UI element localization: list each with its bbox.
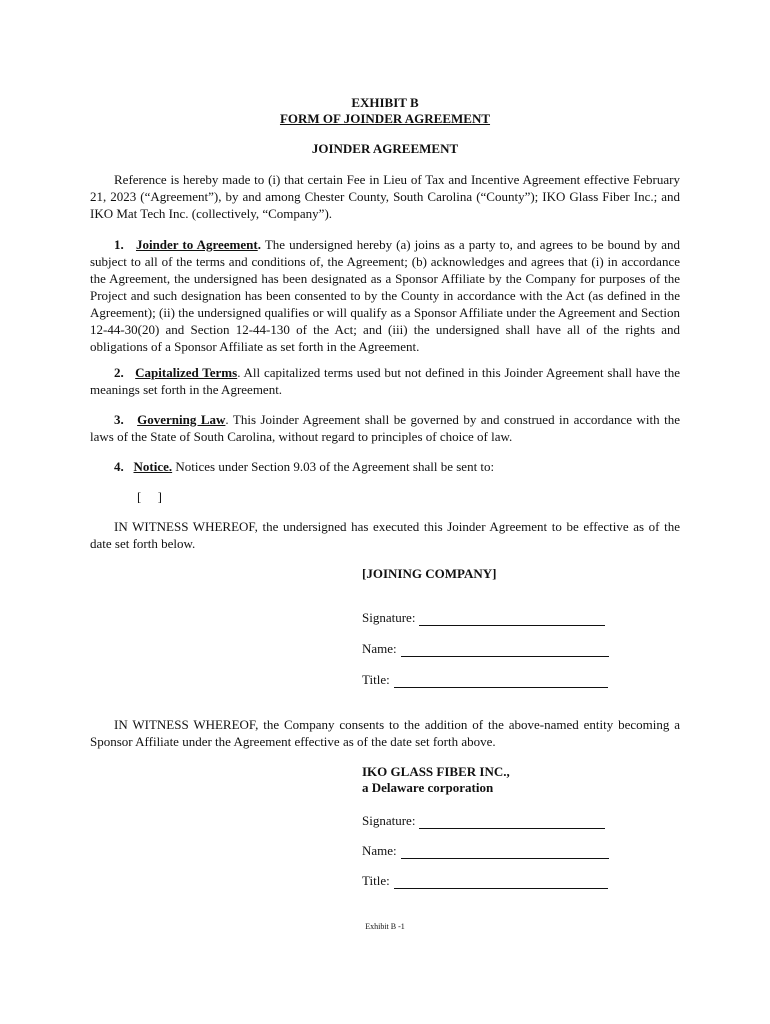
exhibit-label: EXHIBIT B (351, 95, 419, 110)
page-footer: Exhibit B -1 (365, 922, 405, 931)
title-line-2 (394, 874, 608, 889)
section-3-text: This Joinder Agreement shall be governed by and construed in accordance with the laws of the State of South Carolina, without regard to principles of choice of law. (90, 412, 680, 444)
section-4-heading: Notice. (133, 459, 173, 474)
company-name: IKO GLASS FIBER INC., (362, 764, 510, 779)
section-2-text: All capitalized terms used but not defined in this Joinder Agreement shall have the meanings set forth in the Agreement. (90, 365, 680, 397)
section-1-punct: . (257, 237, 261, 252)
section-3-num: 3. (114, 412, 124, 427)
title-label-1: Title: (362, 672, 390, 687)
section-4-num: 4. (114, 459, 124, 474)
name-line-2 (401, 844, 609, 859)
title-line-1 (394, 673, 608, 688)
intro-paragraph: Reference is hereby made to (i) that certain Fee in Lieu of Tax and Incentive Agreement effective February 21, 2023 (“Agreement”), by and among Chester County, South Carolina (“County”); IKO Glass Fiber Inc.; and IKO Mat Tech Inc. (collectively, “Company”). (90, 172, 680, 221)
signature-line-2 (419, 814, 605, 829)
title-label-2: Title: (362, 873, 390, 888)
name-line-1 (401, 642, 609, 657)
section-1 (90, 236, 680, 355)
notice-address-placeholder: [ ] (137, 489, 162, 504)
form-title: FORM OF JOINDER AGREEMENT (279, 111, 491, 126)
witness-paragraph-1: IN WITNESS WHEREOF, the undersigned has executed this Joinder Agreement to be effective as of the date set forth below. (90, 519, 680, 551)
name-row-2 (362, 843, 609, 859)
agreement-title: JOINDER AGREEMENT (311, 141, 459, 156)
signature-label-1: Signature: (362, 610, 416, 625)
witness-paragraph-2: IN WITNESS WHEREOF, the Company consents to the addition of the above-named entity becoming a Sponsor Affiliate under the Agreement effective as of the date set forth above. (90, 717, 680, 749)
joining-company-label: [JOINING COMPANY] (362, 566, 497, 581)
section-1-num: 1. (114, 237, 124, 252)
name-label-2: Name: (362, 843, 397, 858)
section-2-punct: . (237, 365, 241, 380)
title-row-1 (362, 672, 608, 688)
section-2-heading: Capitalized Terms (135, 365, 238, 380)
signature-row-1 (362, 610, 605, 626)
company-type: a Delaware corporation (362, 780, 494, 795)
section-4-text: Notices under Section 9.03 of the Agreement shall be sent to: (172, 459, 495, 474)
name-label-1: Name: (362, 641, 397, 656)
signature-line-1 (419, 611, 605, 626)
section-2-num: 2. (114, 365, 124, 380)
section-3 (90, 411, 680, 445)
signature-row-2 (362, 813, 605, 829)
section-1-text: The undersigned hereby (a) joins as a party to, and agrees to be bound by and subject to all of the terms and conditions of, the Agreement; (b) acknowledges and agrees that (i) in accordance the Agreement, the undersigned has been designated as a Sponsor Affiliate by the Company for purposes of the Project and such designation has been consented to by the County in accordance with the Act (as defined in the Agreement); (ii) the undersigned qualifies or will qualify as a Sponsor Affiliate under the Agreement and Section 12-44-30(20) and Section 12-44-130 of the Act; and (iii) the undersigned shall have all of the rights and obligations of a Sponsor Affiliate as set forth in the Agreement. (90, 237, 681, 354)
title-row-2 (362, 873, 608, 889)
signature-label-2: Signature: (362, 813, 416, 828)
section-1-heading: Joinder to Agreement (135, 237, 258, 252)
section-3-heading: Governing Law (137, 412, 226, 427)
section-2 (90, 364, 680, 398)
name-row-1 (362, 641, 609, 657)
section-4 (90, 458, 680, 475)
section-3-punct: . (225, 412, 229, 427)
